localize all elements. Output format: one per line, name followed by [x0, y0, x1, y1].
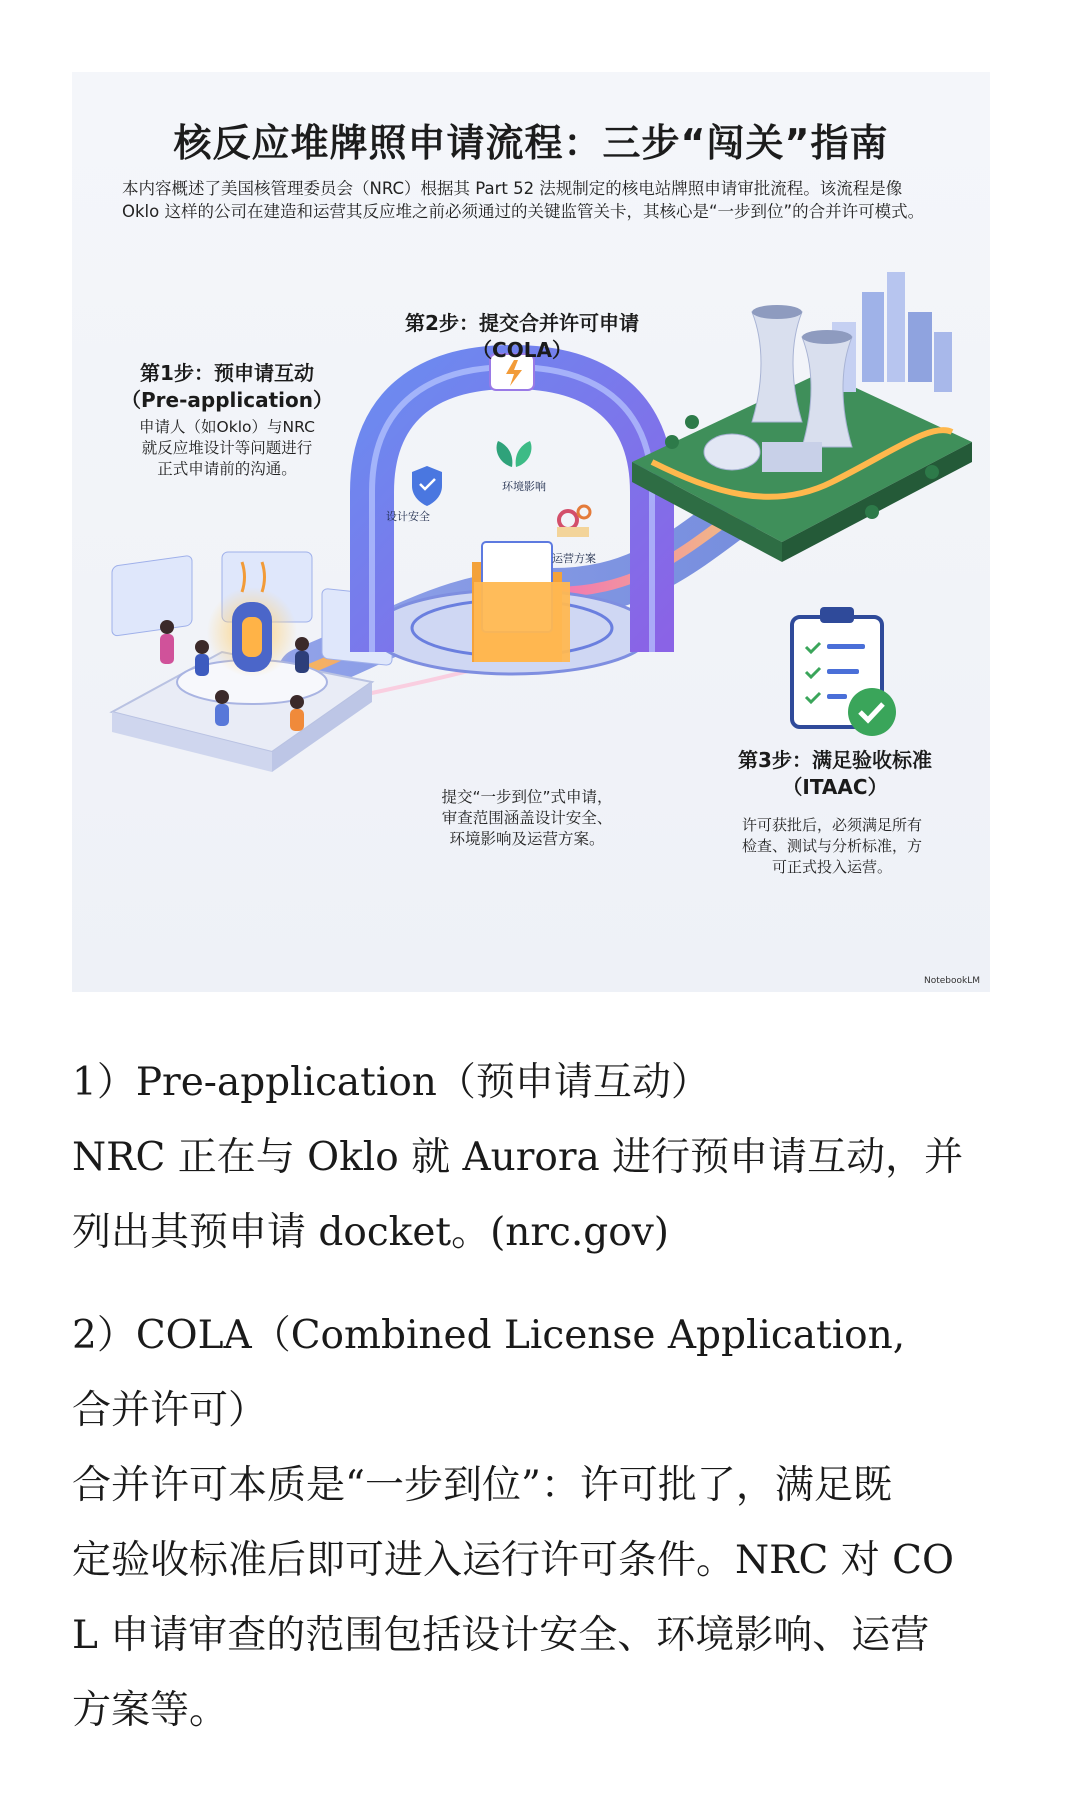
label-operations: 运营方案: [552, 552, 596, 565]
section2-heading-line: 2）COLA（Combined License Application,: [72, 1313, 906, 1358]
notebooklm-watermark: NotebookLM: [923, 976, 980, 986]
step1-title-line1: 第1步：预申请互动: [140, 361, 314, 385]
step2-title: [372, 310, 672, 364]
step1-desc-line: 就反应堆设计等问题进行: [141, 439, 313, 457]
section1-line: 列出其预申请 docket。(nrc.gov): [72, 1210, 669, 1255]
step2-title-line2: （COLA）: [472, 338, 572, 362]
step2-desc-line: 环境影响及运营方案。: [449, 830, 605, 848]
infographic-title: 核反应堆牌照申请流程：三步“闯关”指南: [173, 121, 889, 165]
step1-title: [112, 360, 342, 414]
step1-title-line2: （Pre-application）: [121, 388, 333, 412]
label-environment: 环境影响: [502, 480, 546, 493]
article-body: [72, 1045, 1022, 1748]
section2-line: L 申请审查的范围包括设计安全、环境影响、运营: [72, 1613, 930, 1658]
step3-title-line2: （ITAAC）: [782, 775, 888, 799]
step2-description: [402, 787, 652, 850]
checklist-icon: [792, 607, 896, 736]
step2-title-line1: 第2步：提交合并许可申请: [405, 311, 639, 335]
step3-desc-line: 可正式投入运营。: [771, 858, 892, 876]
step3-title-line1: 第3步：满足验收标准: [738, 748, 932, 772]
step3-description: [712, 815, 952, 878]
section1-heading: 1）Pre-application（预申请互动）: [72, 1060, 710, 1105]
section2-heading-line: 合并许可）: [72, 1388, 268, 1433]
paragraph-gap: [72, 1270, 1022, 1298]
section2-line: 合并许可本质是“一步到位”：许可批了，满足既: [72, 1463, 892, 1508]
infographic-intro: 本内容概述了美国核管理委员会（NRC）根据其 Part 52 法规制定的核电站牌照申请审批流程。该流程是像 Oklo 这样的公司在建造和运营其反应堆之前必须通过的关键监管关卡，其核心是“一步到位”的合并许可模式。: [122, 179, 925, 221]
nuclear-plant: [632, 272, 972, 562]
step3-title: [710, 747, 960, 801]
step1-desc-line: 正式申请前的沟通。: [157, 460, 297, 478]
step3-desc-line: 许可获批后，必须满足所有: [741, 816, 922, 834]
cola-gateway: [372, 354, 652, 674]
step2-desc-line: 提交“一步到位”式申请，: [441, 788, 613, 806]
step2-desc-line: 审查范围涵盖设计安全、: [441, 809, 613, 827]
section2-line: 方案等。: [72, 1688, 229, 1733]
infographic: [72, 72, 990, 992]
section1-line: NRC 正在与 Oklo 就 Aurora 进行预申请互动，并: [72, 1135, 964, 1180]
section2-line: 定验收标准后即可进入运行许可条件。NRC 对 CO: [72, 1538, 954, 1583]
label-design-safety: 设计安全: [386, 510, 430, 523]
step1-desc-line: 申请人（如Oklo）与NRC: [139, 418, 315, 436]
step3-desc-line: 检查、测试与分析标准，方: [741, 837, 922, 855]
step1-description: [112, 417, 342, 480]
